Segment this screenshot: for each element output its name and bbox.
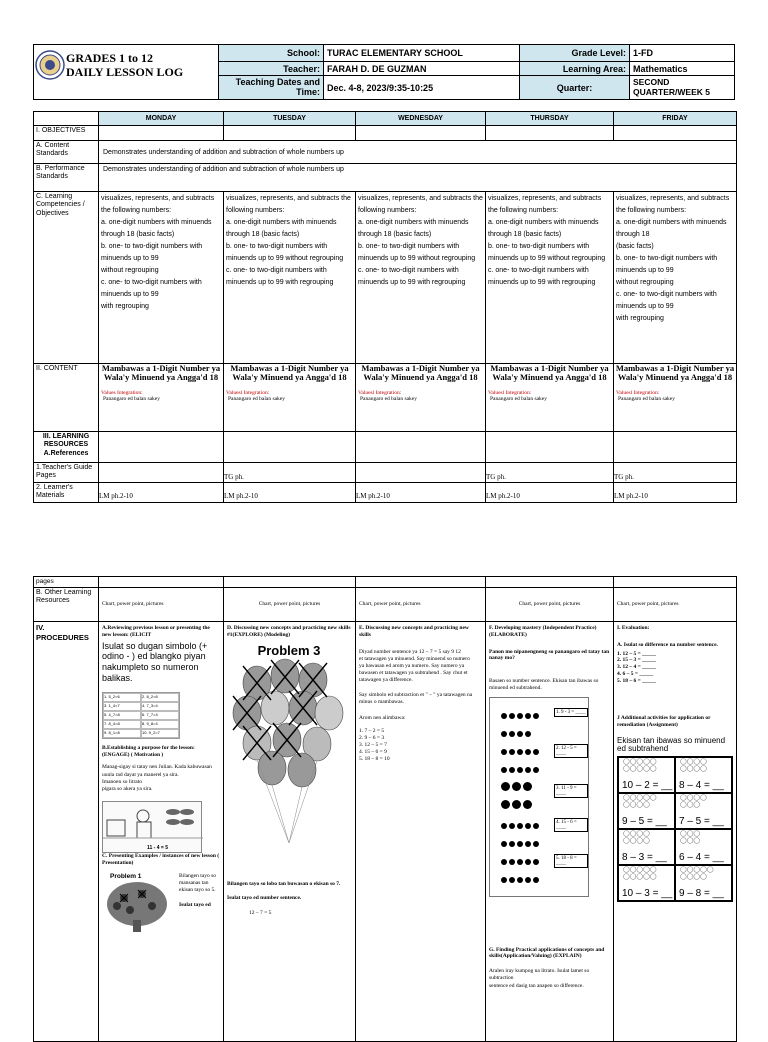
values-text: Panangaro ed balan sakey: [228, 395, 285, 402]
values-text: Panangaro ed balan sakey: [490, 395, 547, 402]
tg-friday: TG ph.: [614, 463, 737, 483]
assignment-cell: 9 – 8 = __: [679, 888, 724, 900]
example-item: 3. 12 – 5 = 7: [359, 741, 387, 748]
objectives-label: I. OBJECTIVES: [34, 126, 99, 141]
values-label: Valuesl Integration:: [226, 389, 270, 396]
area-label: Learning Area:: [520, 62, 630, 76]
application-title: G. Finding Practical applications of concepts and skills(Application/Valuing) (EXPLAIN): [489, 946, 605, 960]
lm-tuesday: LM ph.2-10: [224, 482, 356, 502]
tg-tuesday: TG ph.: [224, 463, 356, 483]
application-text: Aralen iray kumpog na litrato. Isulat lamet so subtraction sentence ed dasig tan anapen so difference.: [489, 968, 590, 989]
content-wednesday: [356, 364, 486, 432]
procedure-monday: [99, 621, 224, 1041]
objectives-table: [33, 111, 737, 503]
dll-title-line1: GRADES 1 to 12: [66, 51, 154, 65]
assignment-cell: 9 – 5 = __: [622, 816, 667, 828]
other-tuesday: Chart, power point, pictures: [224, 587, 356, 621]
fisherman-picture: [102, 801, 202, 853]
review-item: 3. 1_4=7: [103, 702, 141, 711]
example-item: 4. 15 – 6 = 9: [359, 749, 387, 756]
purpose-text: Manag-sigay si tatay nen Julian. Kada kabuwasan uunla rad dayat ya manerel ya sira. Imanoen so litrato pigara so akera ya sira.: [102, 764, 212, 792]
review-item: 1. 5_2=6: [103, 693, 141, 702]
lm-thursday: LM ph.2-10: [486, 482, 614, 502]
evaluation-item: 5. 18 – 6 = _____: [617, 678, 656, 685]
content-friday: [614, 364, 737, 432]
assignment-cell: 7 – 5 = __: [679, 816, 724, 828]
lm-label: 2. Learner's Materials: [34, 482, 99, 502]
procedures-label: IV. PROCEDURES: [34, 621, 99, 1041]
evaluation-item: 4. 6 – 5 = _____: [617, 671, 654, 678]
problem1-label: Problem 1: [110, 872, 142, 880]
review-item: 5. 4_7=8: [103, 711, 141, 720]
discussing-title: D. Discussing new concepts and practicing new skills #1(EXPLORE) (Modeling): [227, 624, 351, 638]
balloons-picture: [227, 643, 351, 863]
assignment-cell: 8 – 4 = __: [679, 780, 724, 792]
tg-monday: [99, 463, 224, 483]
values-text: Panangaro ed balan sakey: [360, 395, 417, 402]
resources-label: III. LEARNING RESOURCES A.References: [34, 432, 99, 463]
area-value: Mathematics: [630, 62, 735, 76]
review-instructions: Isulat so dugan simbolo (+ odino - ) ed blangko piyan nakumpleto so numeron balikas.: [102, 640, 208, 683]
grade-value: 1-FD: [630, 44, 735, 62]
day-monday: MONDAY: [99, 112, 224, 126]
assignment-cell: 10 – 2 = __: [622, 780, 673, 792]
content-tuesday: [224, 364, 356, 432]
example-item: 2. 9 – 6 = 3: [359, 734, 385, 741]
dll-title-line2: DAILY LESSON LOG: [66, 65, 184, 79]
procedure-tuesday: [224, 621, 356, 1041]
quarter-value: SECOND QUARTER/WEEK 5: [630, 76, 735, 100]
tg-thursday: TG ph.: [486, 463, 614, 483]
other-resources-label: B. Other Learning Resources: [34, 587, 99, 621]
review-item: 10. 9_2=7: [141, 729, 179, 738]
content-thursday: [486, 364, 614, 432]
values-label: Valuesl Integration:: [358, 389, 402, 396]
deped-seal: [35, 50, 65, 80]
example-item: 1. 7 – 2 = 5: [359, 727, 385, 734]
school-label: School:: [218, 44, 324, 62]
values-label: Values Integration:: [101, 389, 143, 396]
worksheet-eq: 4. 15 - 6 = ____: [554, 818, 588, 832]
review-title: A.Reviewing previous lesson or presenting the new lesson: (ELICIT: [102, 624, 210, 638]
day-wednesday: WEDNESDAY: [356, 112, 486, 126]
corner-cell: [34, 112, 99, 126]
fish-equation: 11 - 4 = 5: [147, 845, 168, 852]
apple-instructions: Bilangen tayo so mansanas tan ekisan tayo so 5.: [179, 872, 216, 894]
dates-value: Dec. 4-8, 2023/9:35-10:25: [324, 76, 520, 100]
competency-tuesday: visualizes, represents, and subtracts the following numbers: a. one-digit numbers with minuends through 18 (basic facts) b. one- to two-digit numbers with minuends up to 99 without regrouping c. one- to two-digit numbers with minuends up to 99 with regrouping: [224, 192, 356, 364]
values-text: Panangaro ed balan sakey: [103, 395, 160, 402]
dots-worksheet: [489, 697, 589, 897]
tg-label: 1.Teacher's Guide Pages: [34, 463, 99, 483]
content-title: Mambawas a 1-Digit Number ya Wala'y Minuend ya Angga'd 18: [490, 363, 609, 382]
worksheet-eq: 3. 11 - 9 = ____: [554, 784, 588, 798]
review-item: 9. 8_1=8: [103, 729, 141, 738]
values-label: Valuesl Integration:: [488, 389, 532, 396]
other-thursday: Chart, power point, pictures: [486, 587, 614, 621]
mastery-question: Panon mo nipanengneng so panangaro ed tatay tan nanay mo?: [489, 648, 610, 662]
assignment-cell: 6 – 4 = __: [679, 852, 724, 864]
competency-wednesday: visualizes, represents, and subtracts the following numbers: a. one-digit numbers with minuends through 18 (basic facts) b. one- to two-digit numbers with minuends up to 99 without regrouping c. one- to two-digit numbers with minuends up to 99 with regrouping: [356, 192, 486, 364]
teacher-label: Teacher:: [218, 62, 324, 76]
performance-standards: Demonstrates understanding of addition and subtraction of whole numbers up: [99, 164, 737, 192]
content-title: Mambawas a 1-Digit Number ya Wala'y Minuend ya Angga'd 18: [230, 363, 349, 382]
content-title: Mambawas a 1-Digit Number ya Wala'y Minuend ya Angga'd 18: [361, 363, 480, 382]
evaluation-instructions: A. Isulat so difference na number sentence.: [617, 641, 718, 648]
evaluation-item: 1. 12 – 5 = _____: [617, 650, 656, 657]
review-item: 8. 9_8=4: [141, 720, 179, 729]
fish-illustration: [103, 802, 203, 842]
worksheet-eq: 2. 12 - 5 = ____: [554, 744, 588, 758]
balloons-instruction: Bilangen tayo so lobo tan buwasan o ekisan so 7.: [227, 880, 341, 887]
competency-monday: visualizes, represents, and subtracts the following numbers: a. one-digit numbers with minuends through 18 (basic facts) b. one- to two-digit numbers with minuends up to 99 without regrouping c. one- to two-digit numbers with minuends up to 99 with regrouping: [99, 192, 224, 364]
assignment-grid: ◯◯◯◯◯ ◯◯◯◯◯ 10 – 2 = __ ◯◯◯◯ ◯◯◯◯ 8 – 4 = __ ◯◯◯◯◯ ◯◯◯◯ 9 – 5 = __ ◯◯◯◯ ◯◯◯ 7 – 5 = __ ◯◯◯◯ ◯◯◯◯ 8 – 3 = __ ◯◯◯ ◯◯◯ 6 – 4 = __ ◯◯◯◯◯ ◯◯◯◯◯ 10 – 3 = __ ◯◯◯◯◯ ◯◯◯◯ 9 – 8 = __: [617, 756, 733, 902]
quarter-label: Quarter:: [520, 76, 630, 100]
presenting-title: C. Presenting Examples / instances of new lesson ( Presentation): [102, 853, 220, 866]
pages-label: pages: [34, 577, 99, 588]
procedure-thursday: [486, 621, 614, 1041]
school-value: TURAC ELEMENTARY SCHOOL: [324, 44, 520, 62]
balloon-equation: 12 – 7 = 5: [249, 910, 272, 917]
other-monday: Chart, power point, pictures: [99, 587, 224, 621]
assignment-cell: 10 – 3 = __: [622, 888, 673, 900]
evaluation-item: 3. 12 – 4 = _____: [617, 664, 656, 671]
apple-write: Isulat tayo ed: [179, 902, 211, 909]
tg-wednesday: [356, 463, 486, 483]
apple-tree-icon: [102, 880, 172, 932]
performance-standards-label: B. Performance Standards: [34, 164, 99, 192]
procedure-friday: [614, 621, 737, 1041]
other-friday: Chart, power point, pictures: [614, 587, 737, 621]
content-monday: [99, 364, 224, 432]
assignment-title: J Additional activities for application or remediation (Assignment): [617, 714, 711, 728]
content-title: Mambawas a 1-Digit Number ya Wala'y Minuend ya Angga'd 18: [615, 363, 735, 382]
lm-monday: LM ph.2-10: [99, 482, 224, 502]
mastery-title: F. Developing mastery (Independent Practice) (ELABORATE): [489, 624, 597, 638]
values-label: Valuesl Integration:: [616, 389, 660, 396]
lm-friday: LM ph.2-10: [614, 482, 737, 502]
example-item: 5. 18 – 8 = 10: [359, 756, 390, 763]
worksheet-eq: 1. 9 - 3 = ____: [554, 708, 588, 717]
competency-thursday: visualizes, represents, and subtracts the following numbers: a. one-digit numbers with minuends through 18 (basic facts) b. one- to two-digit numbers with minuends up to 99 without regrouping c. one- to two-digit numbers with minuends up to 99 with regrouping: [486, 192, 614, 364]
values-text: Panangaro ed balan sakey: [618, 395, 675, 402]
content-label: II. CONTENT: [34, 364, 99, 432]
balloons-icon: [227, 658, 351, 848]
grade-label: Grade Level:: [520, 44, 630, 62]
day-tuesday: TUESDAY: [224, 112, 356, 126]
content-standards-label: A. Content Standards: [34, 141, 99, 164]
competencies-label: C. Learning Competencies / Objectives: [34, 192, 99, 364]
minus-explanation: Say simbolo ed subtraction et " – " ya tatawagen na minus o mambawas.: [359, 692, 473, 706]
competency-friday: visualizes, represents, and subtracts the following numbers: a. one-digit numbers with minuends through 18 (basic facts) b. one- to two-digit numbers with minuends up to 99 without regrouping c. one- to two-digit numbers with minuends up to 99 with regrouping: [614, 192, 737, 364]
minuend-explanation: Diyad number sentence ya 12 – 7 = 5 say 9 12 et tatawagen ya minuend. Say minuend so numero ya bawasan ed arom ya numero. Say numero ya bawasen et tatawagen ya subtrahend . Say chut et tatawagen ya difference.: [359, 648, 470, 684]
assignment-cell: 8 – 3 = __: [622, 852, 667, 864]
problem3-label: Problem 3: [257, 642, 321, 658]
content-title: Mambawas a 1-Digit Number ya Wala'y Minuend ya Angga'd 18: [101, 363, 221, 382]
review-items: [102, 692, 180, 739]
dates-label: Teaching Dates and Time:: [218, 76, 324, 100]
content-standards: Demonstrates understanding of addition and subtraction of whole numbers up: [99, 141, 737, 164]
assignment-heading: Ekisan tan ibawas so minuend ed subtrahend: [617, 735, 726, 754]
review-item: 7. 8_4=8: [103, 720, 141, 729]
lm-wednesday: LM ph.2-10: [356, 482, 486, 502]
day-friday: FRIDAY: [614, 112, 737, 126]
purpose-title: B.Establishing a purpose for the lesson: (ENGAGE) ( Motivation ): [102, 744, 195, 758]
teacher-value: FARAH D. DE GUZMAN: [324, 62, 520, 76]
procedure-wednesday: [356, 621, 486, 1041]
number-sentence-instruction: Isulat tayo ed number sentence.: [227, 895, 302, 902]
worksheet-eq: 5. 18 - 8 = ____: [554, 854, 588, 868]
discussing-new-title: E. Discussing new concepts and practicing new skills: [359, 624, 469, 638]
evaluation-item: 2. 15 – 3 = _____: [617, 657, 656, 664]
review-item: 6. 7_7=4: [141, 711, 179, 720]
evaluation-title: I. Evaluation:: [617, 624, 650, 631]
other-wednesday: Chart, power point, pictures: [356, 587, 486, 621]
apple-tree-picture: [102, 873, 177, 935]
procedures-table: [33, 576, 737, 1042]
review-item: 2. 8_2=6: [141, 693, 179, 702]
mastery-instructions: Basaen so number sentence. Ekisan tan ibawas so minuend ed subtrahend.: [489, 678, 599, 692]
examples-label: Arom nen alimbawa:: [359, 714, 406, 721]
day-thursday: THURSDAY: [486, 112, 614, 126]
review-item: 4. 7_3=4: [141, 702, 179, 711]
